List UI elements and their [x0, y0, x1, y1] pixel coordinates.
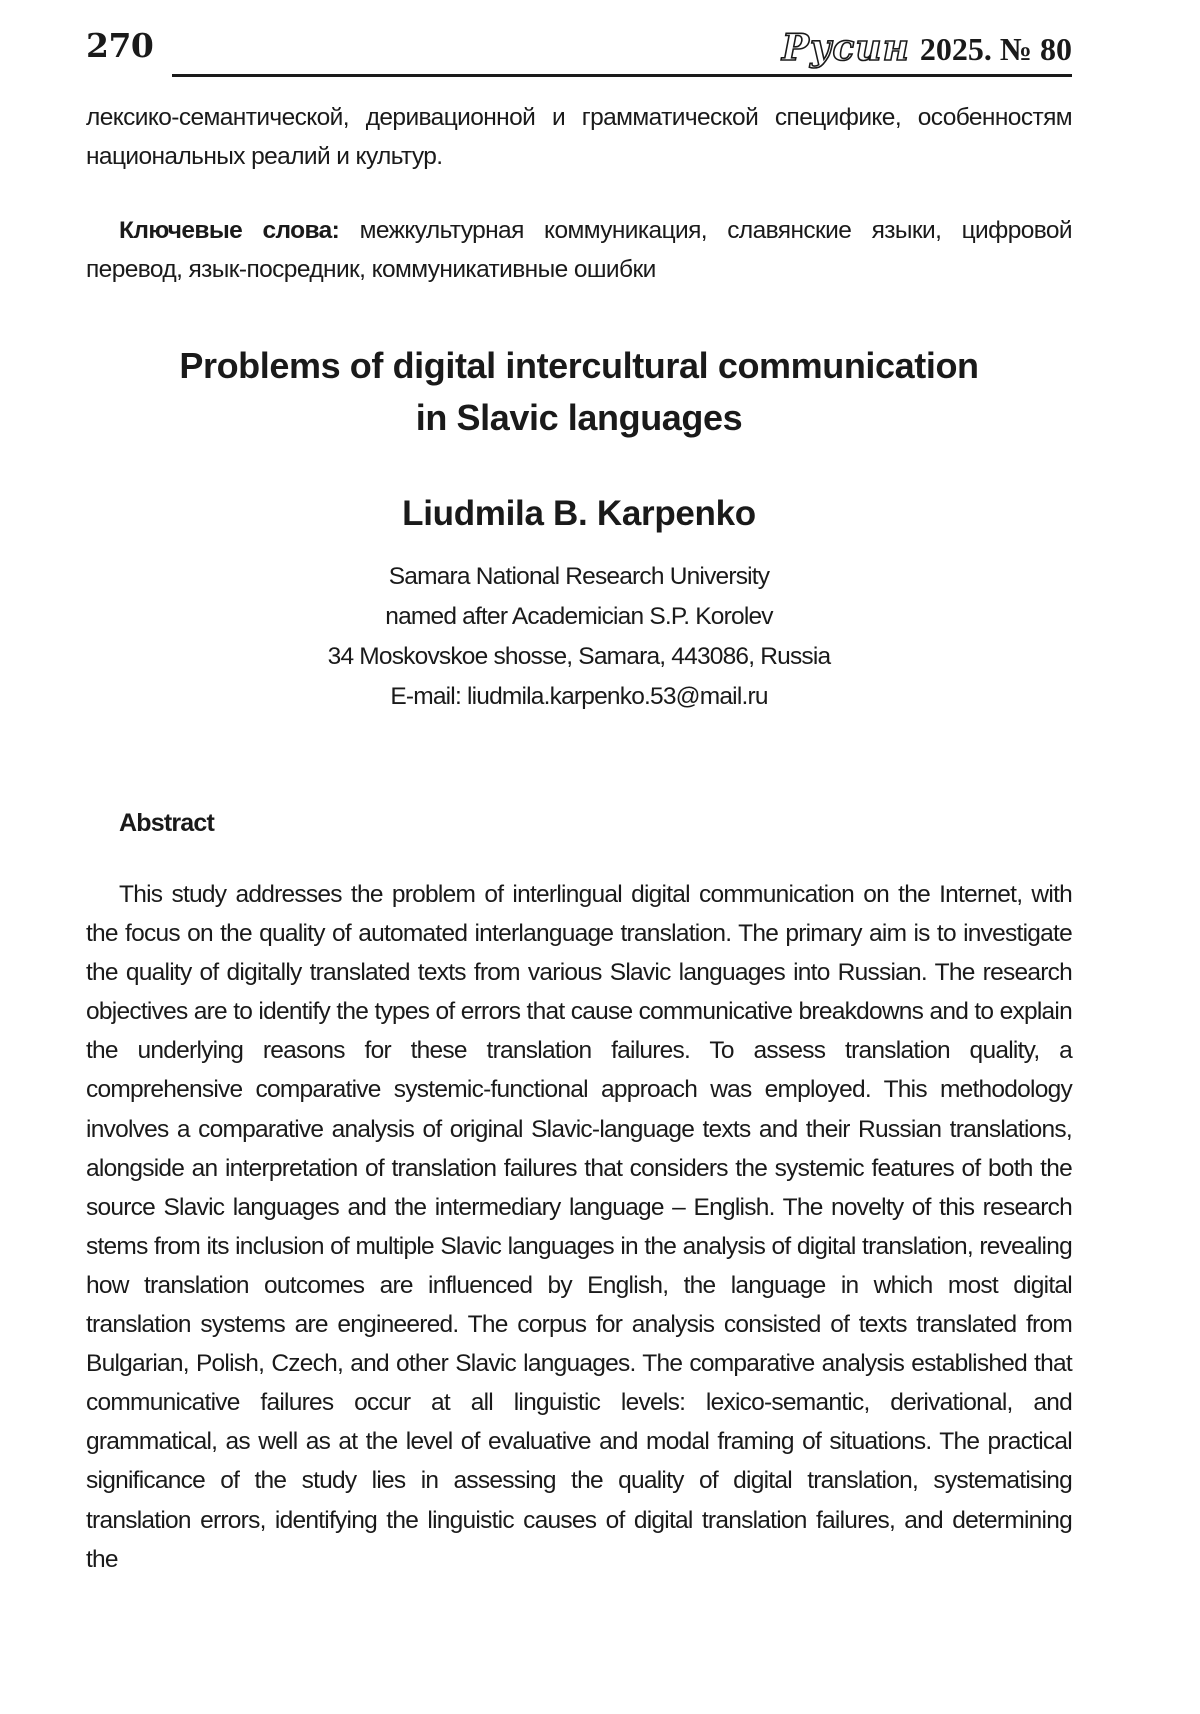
article-title: [86, 340, 1072, 444]
journal-issue: 2025. № 80: [919, 31, 1072, 67]
intro-continued-text: лексико-семантической, деривационной и грамматической специфике, особенностям национальных реалий и культур.: [86, 104, 1072, 170]
keywords-block: [86, 211, 1072, 289]
journal-name: Русин: [781, 27, 910, 69]
keywords-label: Ключевые слова:: [119, 217, 340, 244]
abstract-heading: Abstract: [119, 809, 215, 837]
running-header: [86, 26, 1072, 80]
affiliation-address: 34 Moskovskoe shosse, Samara, 443086, Russia: [327, 643, 831, 670]
affiliation-email: E-mail: liudmila.karpenko.53@mail.ru: [390, 683, 768, 710]
header-rule: [172, 74, 1072, 77]
keywords-text: межкультурная коммуникация, славянские языки, цифровой перевод, язык-посредник, коммуникативные ошибки: [86, 217, 1072, 283]
journal-info: [781, 27, 1072, 69]
article-title-line-1: Problems of digital intercultural communication: [179, 345, 979, 386]
author-affiliation: [86, 557, 1072, 717]
abstract-text: This study addresses the problem of interlingual digital communication on the Internet, with the focus on the quality of automated interlanguage translation. The primary aim is to investigate the quality of digitally translated texts from various Slavic languages into Russian. The research objectives are to identify the types of errors that cause communicative breakdowns and to explain the underlying reasons for these translation failures. To assess translation quality, a comprehensive comparative systemic-functional approach was employed. This methodology involves a comparative analysis of original Slavic-language texts and their Russian translations, alongside an interpretation of translation failures that considers the systemic features of both the source Slavic languages and the intermediary language – English. The novelty of this research stems from its inclusion of multiple Slavic languages in the analysis of digital translation, revealing how translation outcomes are influenced by English, the language in which most digital translation systems are engineered. The corpus for analysis consisted of texts translated from Bulgarian, Polish, Czech, and other Slavic languages. The comparative analysis established that communicative failures occur at all linguistic levels: lexico-semantic, derivational, and grammatical, as well as at the level of evaluative and modal framing of situations. The practical significance of the study lies in assessing the quality of digital translation, systematising translation errors, identifying the linguistic causes of digital translation failures, and determining the: [86, 881, 1072, 1573]
page-number: 270: [86, 26, 154, 65]
author-name: Liudmila B. Karpenko: [402, 494, 756, 533]
article-title-line-2: in Slavic languages: [415, 397, 743, 438]
affiliation-named-after: named after Academician S.P. Korolev: [385, 603, 773, 630]
affiliation-university: Samara National Research University: [388, 563, 770, 590]
article-page: [86, 0, 1072, 1714]
